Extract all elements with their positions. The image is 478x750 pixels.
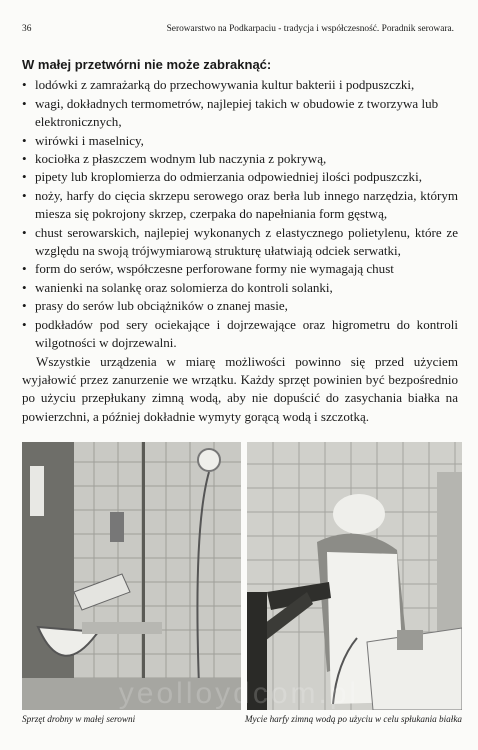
list-item: • kociołka z płaszczem wodnym lub naczynia z pokrywą, [22, 150, 458, 168]
caption-left: Sprzęt drobny w małej serowni [22, 714, 136, 724]
caption-right: Mycie harfy zimną wodą po użyciu w celu spłukania białka [244, 714, 462, 724]
main-content [22, 56, 458, 426]
page-number: 36 [22, 24, 32, 34]
list-item: • wagi, dokładnych termometrów, najlepiej takich w obudowie z tworzywa lub elektronicznych, [22, 95, 458, 132]
equipment-list [22, 76, 458, 352]
list-item: • wanienki na solankę oraz solomierza do kontroli solanki, [22, 279, 458, 297]
photo-row [22, 442, 462, 710]
body-paragraph: Wszystkie urządzenia w miarę możliwości powinno się przed użyciem wyjałowić przez zanurzenie we wrzątku. Każdy sprzęt powinien być bezpośrednio po użyciu przepłukany zimną wodą, aby nie dopuścić do zasychania białka na powierzchni, a później dokładnie wymyty gorącą wodą i szczotką. [22, 353, 458, 424]
photo-illustration [22, 442, 241, 710]
photo-washing-harp [247, 442, 462, 710]
section-heading: W małej przetwórni nie może zabraknąć: [22, 57, 272, 72]
photo-small-equipment [22, 442, 241, 710]
running-title: Serowarstwo na Podkarpaciu - tradycja i współczesność. Poradnik serowara. [166, 24, 454, 34]
list-item: • prasy do serów lub obciążników o znanej masie, [22, 297, 458, 315]
photo-illustration [247, 442, 462, 710]
running-header [22, 24, 454, 34]
list-item: • noży, harfy do cięcia skrzepu serowego oraz berła lub innego narzędzia, którym miesza się pokrojony skrzep, czerpaka do napełniania form gęstwą, [22, 187, 458, 224]
list-item: • pipety lub kroplomierza do odmierzania odpowiedniej ilości podpuszczki, [22, 168, 458, 186]
list-item: • wirówki i maselnicy, [22, 132, 458, 150]
list-item: • chust serowarskich, najlepiej wykonanych z elastycznego polietylenu, które ze względu na swoją trójwymiarową strukturę ułatwiają odciek serwatki, [22, 224, 458, 261]
list-item: • podkładów pod sery ociekające i dojrzewające oraz higrometru do kontroli wilgotności w dojrzewalni. [22, 316, 458, 353]
list-item: • form do serów, współczesne perforowane formy nie wymagają chust [22, 260, 458, 278]
list-item: • lodówki z zamrażarką do przechowywania kultur bakterii i podpuszczki, [22, 76, 458, 94]
